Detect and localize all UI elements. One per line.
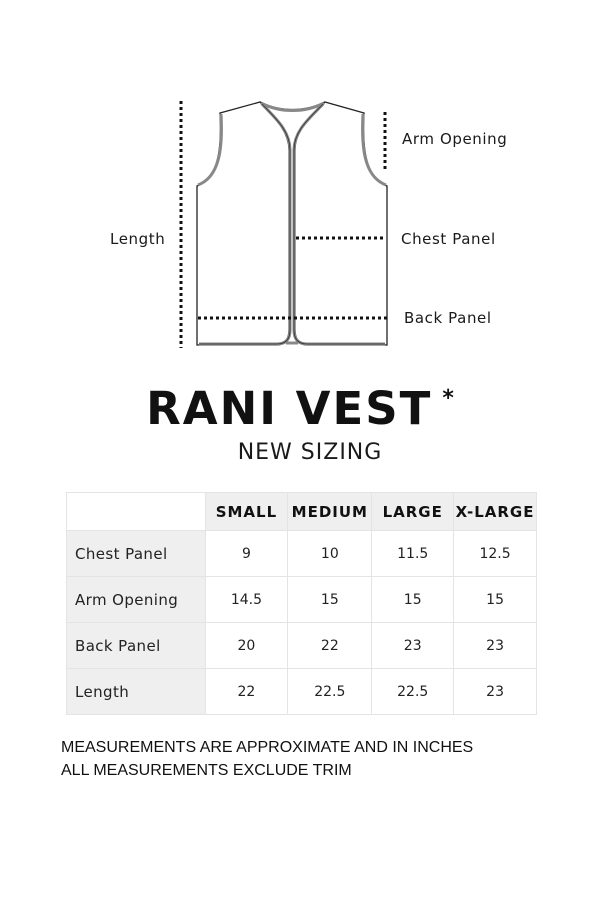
table-cell: 23 (454, 623, 537, 669)
column-header-x-large: X-LARGE (454, 493, 537, 531)
table-cell: 15 (454, 577, 537, 623)
table-cell: 9 (205, 531, 288, 577)
table-cell: 14.5 (205, 577, 288, 623)
table-row (67, 669, 537, 715)
table-row (67, 623, 537, 669)
length-label: Length (110, 230, 166, 248)
asterisk-mark: * (442, 386, 454, 411)
row-label: Length (67, 669, 206, 715)
table-cell: 15 (288, 577, 372, 623)
table-cell: 22.5 (288, 669, 372, 715)
header-blank-cell (67, 493, 206, 531)
note-line: ALL MEASUREMENTS EXCLUDE TRIM (61, 762, 352, 779)
table-cell: 23 (372, 623, 454, 669)
chest-panel-label: Chest Panel (401, 230, 496, 248)
column-header-medium: MEDIUM (288, 493, 372, 531)
table-row (67, 577, 537, 623)
measurement-notes (61, 736, 473, 782)
table-cell: 12.5 (454, 531, 537, 577)
column-header-large: LARGE (372, 493, 454, 531)
product-name: RANI VEST (146, 382, 433, 435)
back-panel-label: Back Panel (404, 309, 492, 327)
page-subtitle: NEW SIZING (237, 440, 383, 465)
vest-illustration-icon (0, 0, 600, 370)
note-line: MEASUREMENTS ARE APPROXIMATE AND IN INCHES (61, 739, 474, 756)
table-cell: 22 (288, 623, 372, 669)
arm-opening-label: Arm Opening (402, 130, 508, 148)
table-cell: 11.5 (372, 531, 454, 577)
page-title (0, 382, 600, 435)
row-label: Back Panel (67, 623, 206, 669)
row-label: Arm Opening (67, 577, 206, 623)
column-header-small: SMALL (205, 493, 288, 531)
table-row (67, 531, 537, 577)
table-cell: 23 (454, 669, 537, 715)
size-chart-table (66, 492, 537, 715)
table-cell: 15 (372, 577, 454, 623)
table-cell: 10 (288, 531, 372, 577)
vest-diagram (0, 0, 600, 370)
table-cell: 22 (205, 669, 288, 715)
table-cell: 22.5 (372, 669, 454, 715)
row-label: Chest Panel (67, 531, 206, 577)
table-header-row (67, 493, 537, 531)
table-cell: 20 (205, 623, 288, 669)
